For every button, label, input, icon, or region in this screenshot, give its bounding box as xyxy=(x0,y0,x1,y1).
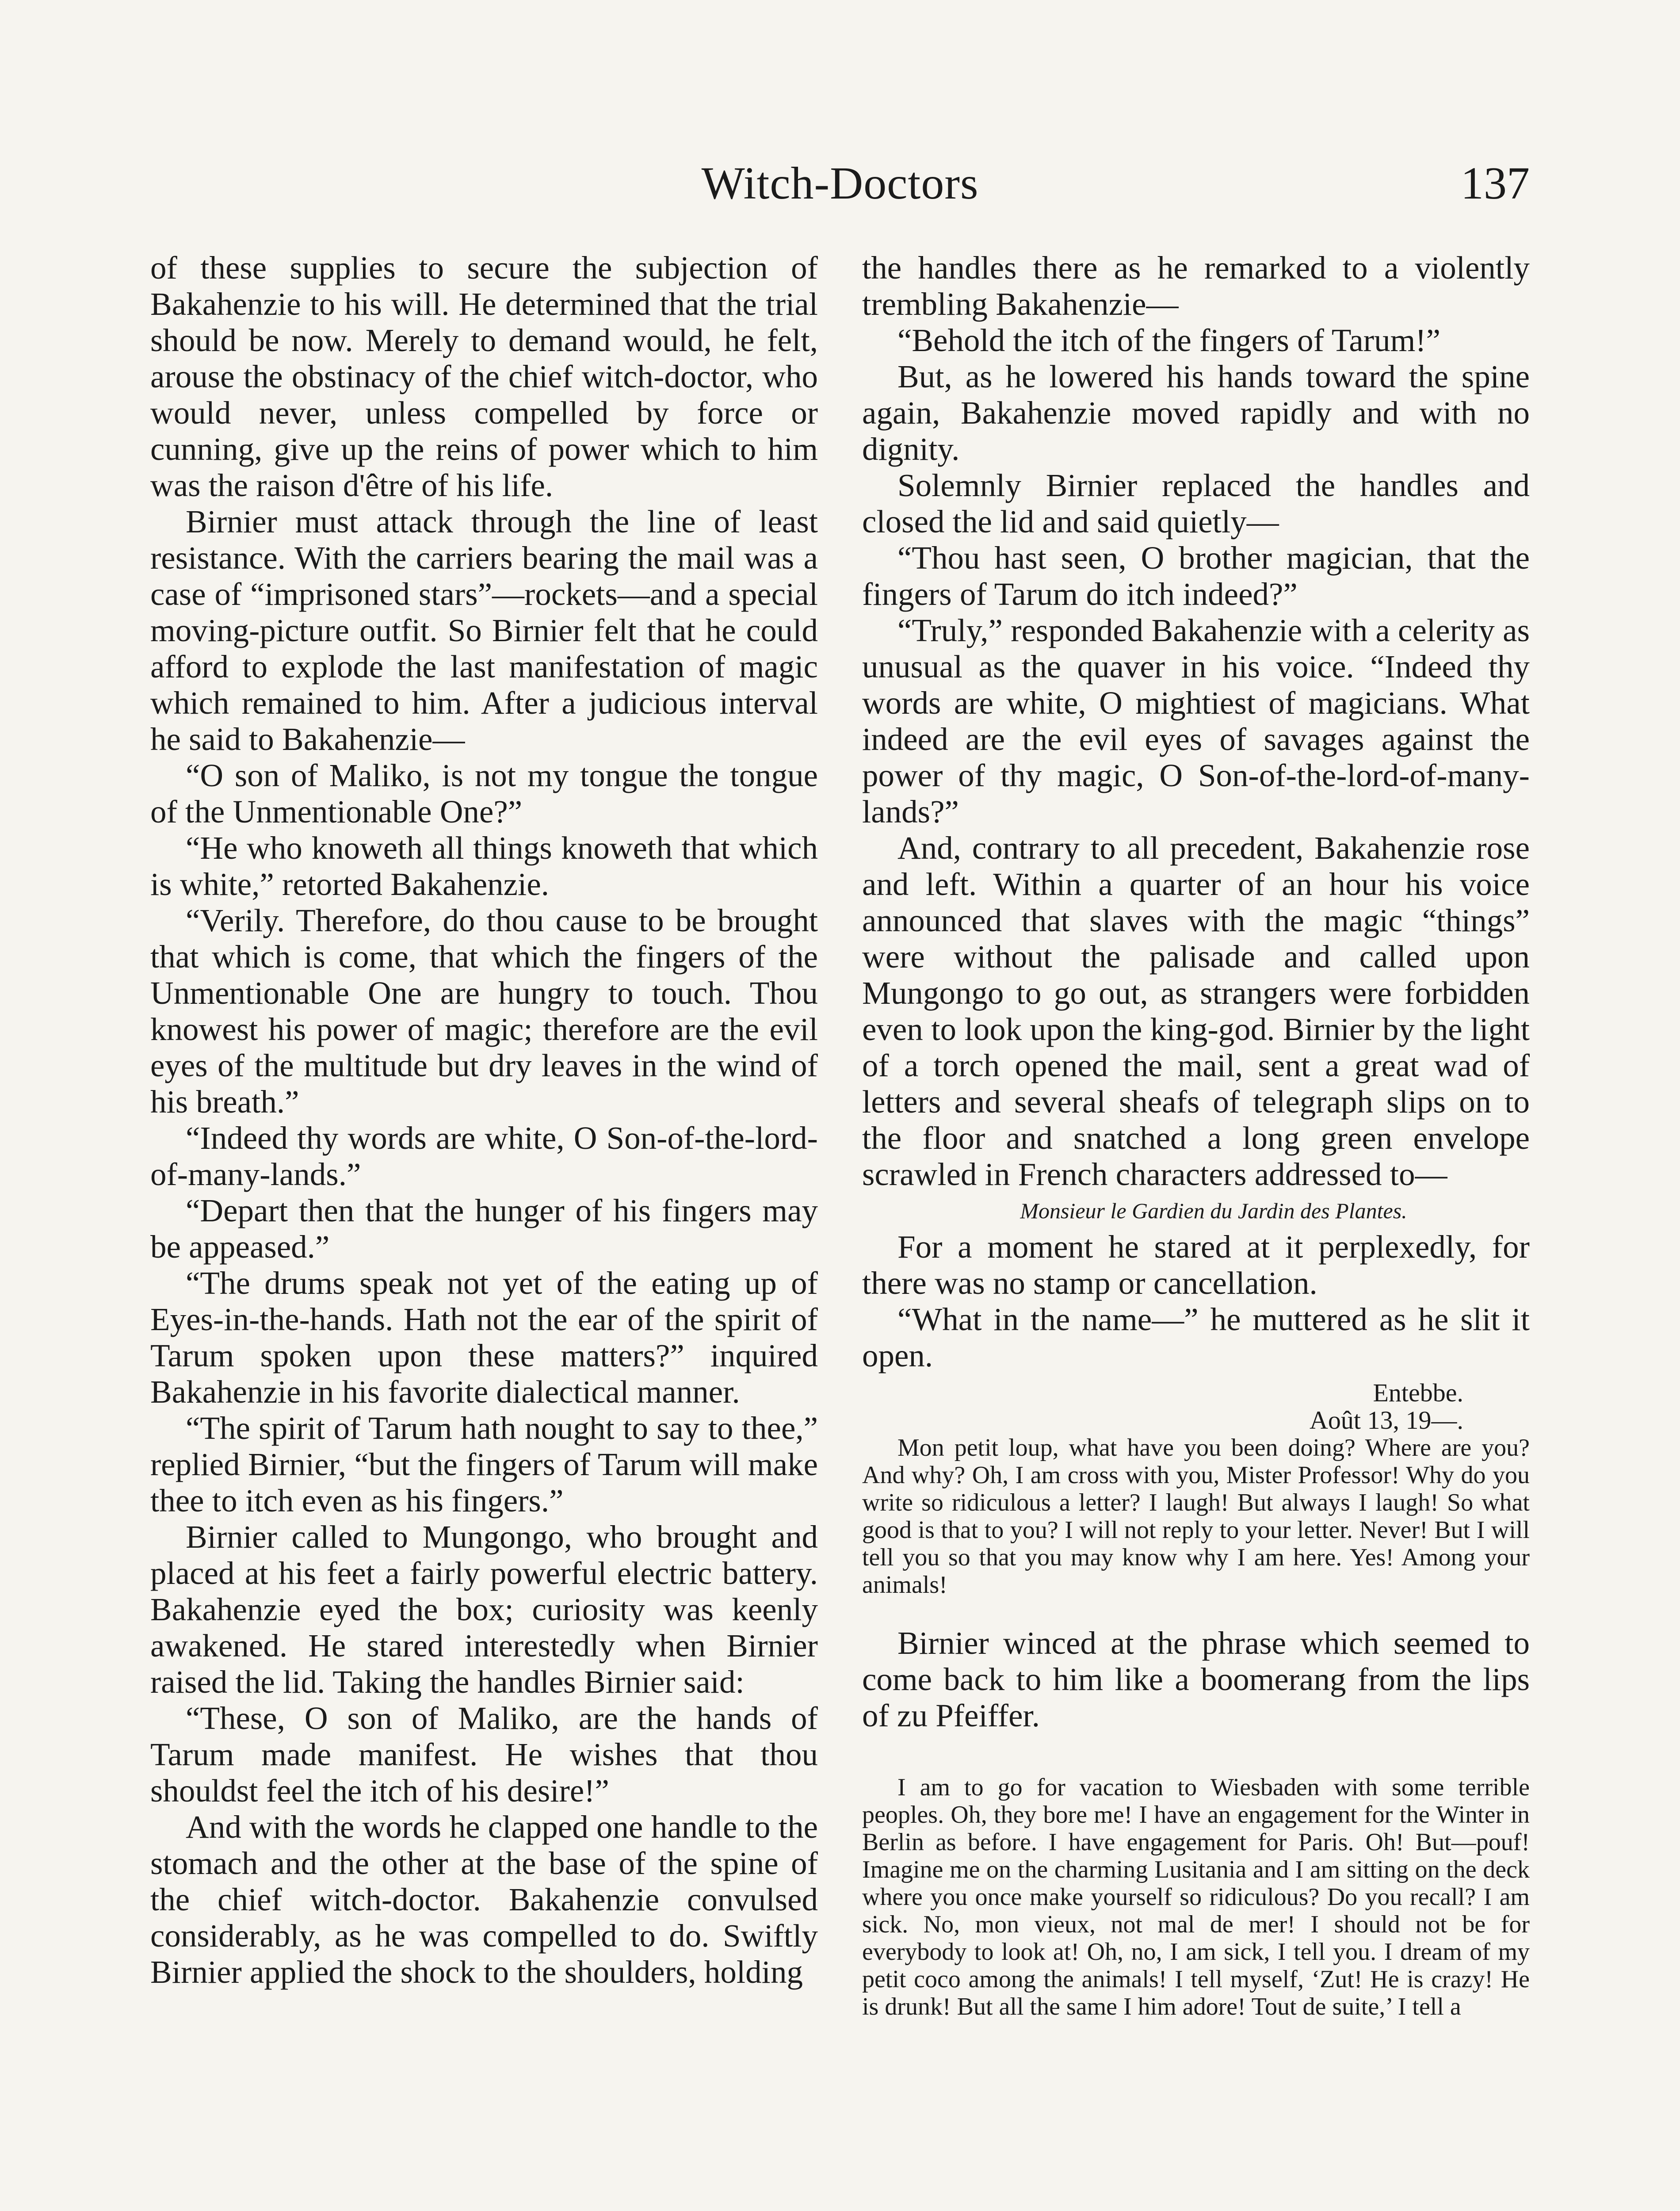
paragraph: Birnier called to Mungongo, who brought and placed at his feet a fairly powerful electric battery. Bakahenzie eyed the box; curiosity was keenly awakened. He stared interestedly when Birnier raised the lid. Taking the handles Birnier said: xyxy=(150,1519,818,1700)
paragraph: “The spirit of Tarum hath nought to say to thee,” replied Birnier, “but the fingers of Tarum will make thee to itch even as his fingers.” xyxy=(150,1410,818,1519)
paragraph: “Indeed thy words are white, O Son-of-the-lord-of-many-lands.” xyxy=(150,1120,818,1192)
paragraph: the handles there as he remarked to a violently trembling Bakahenzie— xyxy=(862,250,1530,322)
paragraph: “These, O son of Maliko, are the hands of Tarum made manifest. He wishes that thou shouldst feel the itch of his desire!” xyxy=(150,1700,818,1809)
running-title: Witch-Doctors xyxy=(701,158,979,209)
left-column xyxy=(150,250,818,1990)
paragraph: For a moment he stared at it perplexedly, for there was no stamp or cancellation. xyxy=(862,1229,1530,1301)
letter-excerpt: I am to go for vacation to Wiesbaden with some terrible peoples. Oh, they bore me! I have an engagement for the Winter in Berlin as before. I have engagement for Paris. Oh! But—pouf! Imagine me on the charming Lusitania and I am sitting on the deck where you once make yourself so ridiculous? Do you recall? I am sick. No, mon vieux, not mal de mer! I should not be for everybody to look at! Oh, no, I am sick, I tell you. I dream of my petit coco among the animals! I tell myself, ‘Zut! He is crazy! He is drunk! But all the same I him adore! Tout de suite,’ I tell a xyxy=(862,1774,1530,2020)
envelope-address: Monsieur le Gardien du Jardin des Plantes. xyxy=(1020,1198,1407,1223)
right-column xyxy=(862,250,1530,2020)
paragraph: Solemnly Birnier replaced the handles and closed the lid and said quietly— xyxy=(862,467,1530,539)
paragraph: Birnier winced at the phrase which seemed to come back to him like a boomerang from the lips of zu Pfeiffer. xyxy=(862,1625,1530,1733)
paragraph: “What in the name—” he muttered as he slit it open. xyxy=(862,1301,1530,1373)
paragraph: “He who knoweth all things knoweth that which is white,” retorted Bakahenzie. xyxy=(150,830,818,902)
paragraph: “Truly,” responded Bakahenzie with a celerity as unusual as the quaver in his voice. “Indeed thy words are white, O mightiest of magicians. What indeed are the evil eyes of savages against the power of thy magic, O Son-of-the-lord-of-many-lands?” xyxy=(862,612,1530,830)
paragraph: And with the words he clapped one handle to the stomach and the other at the base of the spine of the chief witch-doctor. Bakahenzie convulsed considerably, as he was compelled to do. Swiftly Birnier applied the shock to the shoulders, holding xyxy=(150,1809,818,1990)
paragraph: “O son of Maliko, is not my tongue the tongue of the Unmentionable One?” xyxy=(150,757,818,830)
paragraph: “Depart then that the hunger of his fingers may be appeased.” xyxy=(150,1193,818,1265)
letter-excerpt: Mon petit loup, what have you been doing? Where are you? And why? Oh, I am cross with you, Mister Professor! Why do you write so ridiculous a letter? I laugh! But always I laugh! So what good is that to you? I will not reply to your letter. Never! But I will tell you so that you may know why I am here. Yes! Among your animals! xyxy=(862,1434,1530,1599)
paragraph: of these supplies to secure the subjection of Bakahenzie to his will. He determined that the trial should be now. Merely to demand would, he felt, arouse the obstinacy of the chief witch-doctor, who would never, unless compelled by force or cunning, give up the reins of power which to him was the raison d'être of his life. xyxy=(150,250,818,503)
letter-place: Entebbe. xyxy=(1373,1378,1463,1407)
running-header xyxy=(150,157,1530,223)
page-number: 137 xyxy=(1461,158,1530,209)
paragraph: But, as he lowered his hands toward the spine again, Bakahenzie moved rapidly and with no dignity. xyxy=(862,359,1530,467)
paragraph: “The drums speak not yet of the eating up of Eyes-in-the-hands. Hath not the ear of the spirit of Tarum spoken upon these matters?” inquired Bakahenzie in his favorite dialectical manner. xyxy=(150,1265,818,1410)
paragraph: “Thou hast seen, O brother magician, that the fingers of Tarum do itch indeed?” xyxy=(862,540,1530,612)
paragraph: Birnier must attack through the line of least resistance. With the carriers bearing the mail was a case of “imprisoned stars”—rockets—and a special moving-picture outfit. So Birnier felt that he could afford to explode the last manifestation of magic which remained to him. After a judicious interval he said to Bakahenzie— xyxy=(150,504,818,757)
paragraph: And, contrary to all precedent, Bakahenzie rose and left. Within a quarter of an hour his voice announced that slaves with the magic “things” were without the palisade and called upon Mungongo to go out, as strangers were forbidden even to look upon the king-god. Birnier by the light of a torch opened the mail, sent a great wad of letters and several sheafs of telegraph slips on to the floor and snatched a long green envelope scrawled in French characters addressed to— xyxy=(862,830,1530,1192)
letter-date: Août 13, 19—. xyxy=(1310,1406,1463,1434)
paragraph: “Behold the itch of the fingers of Tarum!” xyxy=(897,322,1441,358)
paragraph: “Verily. Therefore, do thou cause to be brought that which is come, that which the fingers of the Unmentionable One are hungry to touch. Thou knowest his power of magic; therefore are the evil eyes of the multitude but dry leaves in the wind of his breath.” xyxy=(150,903,818,1120)
